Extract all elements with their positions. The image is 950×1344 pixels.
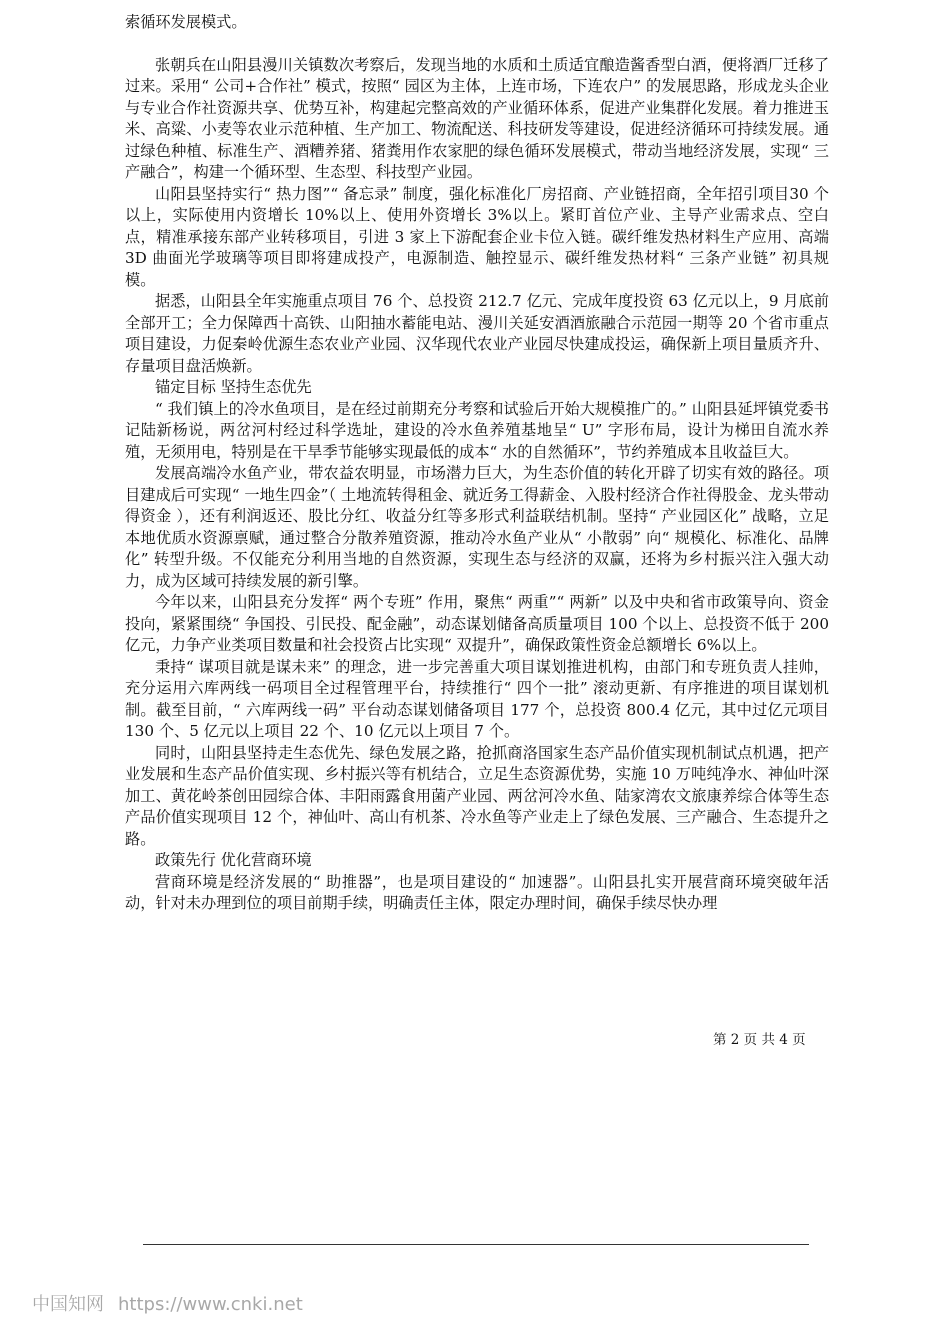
paragraph: 同时，山阳县坚持走生态优先、绿色发展之路，抢抓商洛国家生态产品价值实现机制试点机遇，把产业发展和生态产品价值实现、乡村振兴等有机结合，立足生态资源优势，实施 10 万吨纯净水、神仙叶深加工、黄花岭茶创田园综合体、丰阳雨露食用菌产业园、两岔河冷水鱼、陆家湾农文旅康养综合体等生态产品价值实现项目 12 个，神仙叶、高山有机茶、冷水鱼等产业走上了绿色发展、三产融合、生态提升之路。 xyxy=(125,743,829,848)
document-body xyxy=(125,12,829,915)
paragraph: 张朝兵在山阳县漫川关镇数次考察后，发现当地的水质和土质适宜酿造酱香型白酒，便将酒厂迁移了过来。采用“ 公司+合作社” 模式，按照“ 园区为主体，上连市场，下连农户” 的发展思路，形成龙头企业与专业合作社资源共享、优势互补，构建起完整高效的产业循环体系，促进产业集群化发展。着力推进玉米、高粱、小麦等农业示范种植、生产加工、物流配送、科技研发等建设，促进经济循环可持续发展。通过绿色种植、标准生产、酒糟养猪、猪粪用作农家肥的绿色循环发展模式，带动当地经济发展，实现“ 三产融合”，构建一个循环型、生态型、科技型产业园。 xyxy=(125,55,829,181)
paragraph: 今年以来，山阳县充分发挥“ 两个专班” 作用，聚焦“ 两重”“ 两新” 以及中央和省市政策导向、资金投向，紧紧围绕“ 争国投、引民投、配金融”，动态谋划储备高质量项目 100 个以上、总投资不低于 200 亿元，力争产业类项目数量和社会投资占比实现“ 双提升”，确保政策性资金总额增长 6%以上。 xyxy=(125,593,829,654)
site-url[interactable]: https://www.cnki.net xyxy=(118,1294,303,1315)
footer-divider xyxy=(143,1244,809,1245)
section-heading: 政策先行 优化营商环境 xyxy=(155,851,312,869)
page-number: 第 2 页 共 4 页 xyxy=(713,1032,806,1048)
paragraph: 秉持“ 谋项目就是谋未来” 的理念，进一步完善重大项目谋划推进机构，由部门和专班负责人挂帅，充分运用六库两线一码项目全过程管理平台，持续推行“ 四个一批” 滚动更新、有序推进的项目谋划机制。截至目前，“ 六库两线一码” 平台动态谋划储备项目 177 个，总投资 800.4 亿元，其中过亿元项目 130 个、5 亿元以上项目 22 个、10 亿元以上项目 7 个。 xyxy=(125,657,829,740)
paragraph: “ 我们镇上的冷水鱼项目，是在经过前期充分考察和试验后开始大规模推广的。” 山阳县延坪镇党委书记陆新杨说，两岔河村经过科学选址，建设的冷水鱼养殖基地呈“ U” 字形布局，设计为梯田自流水养殖，无须用电，特别是在干旱季节能够实现最低的成本“ 水的自然循环”，节约养殖成本且收益巨大。 xyxy=(125,399,829,461)
paragraph: 山阳县坚持实行“ 热力图”“ 备忘录” 制度，强化标准化厂房招商、产业链招商，全年招引项目30 个以上，实际使用内资增长 10%以上、使用外资增长 3%以上。紧盯首位产业、主导产业需求点、空白点，精准承接东部产业转移项目，引进 3 家上下游配套企业卡位入链。碳纤维发热材料生产应用、高端 3D 曲面光学玻璃等项目即将建成投产，电源制造、触控显示、碳纤维发热材料“ 三条产业链” 初具规模。 xyxy=(125,184,829,289)
lead-in-line: 索循环发展模式。 xyxy=(125,13,247,31)
paragraph: 发展高端冷水鱼产业，带农益农明显，市场潜力巨大，为生态价值的转化开辟了切实有效的路径。项目建成后可实现“ 一地生四金”（ 土地流转得租金、就近务工得薪金、入股村经济合作社得股金、龙头带动得资金 ），还有利润返还、股比分红、收益分红等多形式利益联结机制。坚持“ 产业园区化” 战略，立足本地优质水资源禀赋，通过整合分散养殖资源，推动冷水鱼产业从“ 小散弱” 向“ 规模化、标准化、品牌化” 转型升级。不仅能充分利用当地的自然资源，实现生态与经济的双赢，还将为乡村振兴注入强大动力，成为区域可持续发展的新引擎。 xyxy=(125,464,829,590)
section-heading: 锚定目标 坚持生态优先 xyxy=(155,378,312,396)
watermark-footer xyxy=(32,1294,303,1316)
paragraph: 营商环境是经济发展的“ 助推器”，也是项目建设的“ 加速器”。山阳县扎实开展营商环境突破年活动，针对未办理到位的项目前期手续，明确责任主体，限定办理时间，确保手续尽快办理 xyxy=(125,872,829,912)
paragraph: 据悉，山阳县全年实施重点项目 76 个、总投资 212.7 亿元、完成年度投资 63 亿元以上，9 月底前全部开工；全力保障西十高铁、山阳抽水蓄能电站、漫川关延安酒酒旅融合示范园一期等 20 个省市重点项目建设，力促秦岭优源生态农业产业园、汉华现代农业产业园尽快建成投运，确保新上项目量质齐升、存量项目盘活焕新。 xyxy=(125,292,829,375)
site-name: 中国知网 xyxy=(32,1294,104,1315)
